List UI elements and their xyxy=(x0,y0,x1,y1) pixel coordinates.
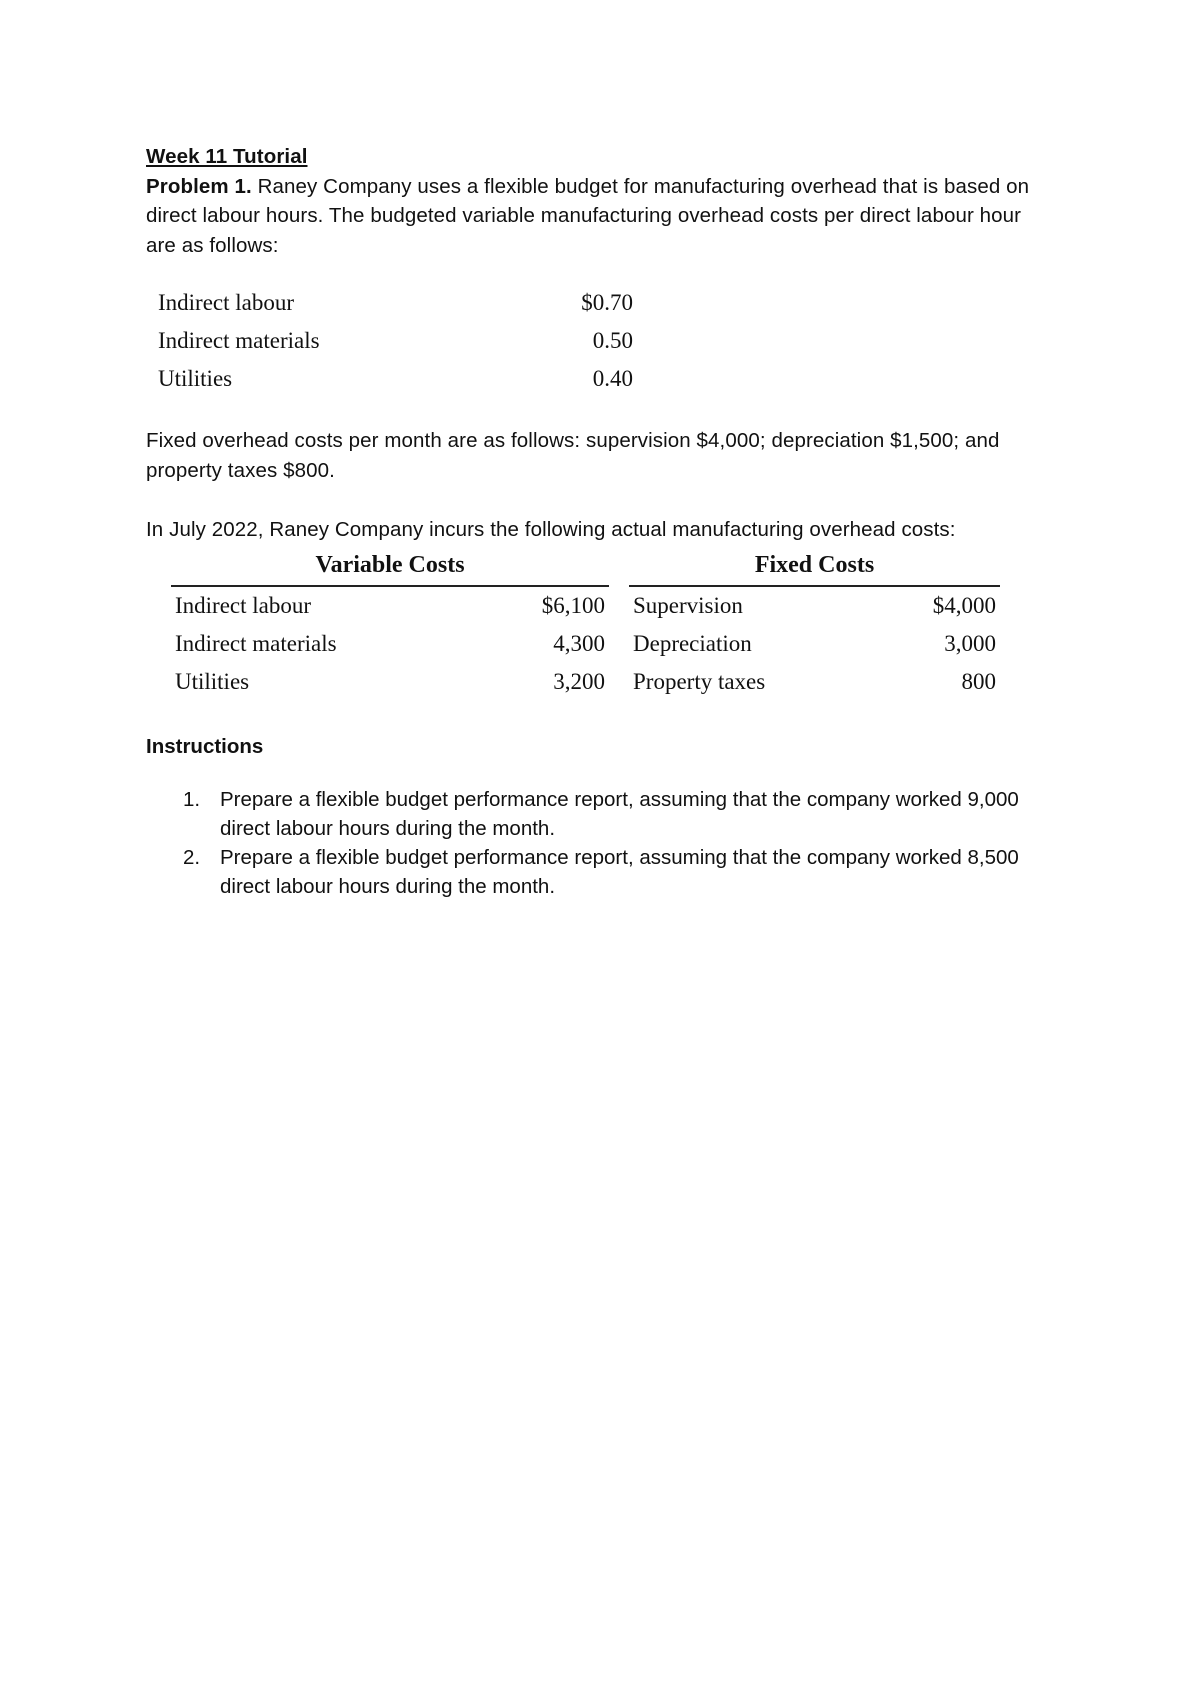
fixed-overhead-paragraph: Fixed overhead costs per month are as follows: supervision $4,000; depreciation $1,500; and property taxes $800. xyxy=(146,429,1000,482)
problem-paragraph xyxy=(146,172,1046,261)
table-row xyxy=(158,284,633,322)
problem-label: Problem 1. xyxy=(146,174,252,198)
cost-item: Property taxes xyxy=(633,668,766,694)
cost-item: Depreciation xyxy=(633,630,752,656)
budget-rates-table xyxy=(158,284,633,398)
cost-item: Supervision xyxy=(633,592,743,618)
cost-amount: $4,000 xyxy=(932,592,996,618)
rate-item: Indirect labour xyxy=(158,290,295,315)
rate-item: Utilities xyxy=(158,366,233,391)
cost-item: Indirect materials xyxy=(175,630,337,656)
list-item xyxy=(146,785,1046,843)
problem-intro: Raney Company uses a flexible budget for manufacturing overhead that is based on direct labour hours. The budgeted variable manufacturing overhead costs per direct labour hour are as follows: xyxy=(146,174,1030,257)
instructions-heading: Instructions xyxy=(146,734,264,758)
list-item-text: Prepare a flexible budget performance report, assuming that the company worked 9,000 direct labour hours during the month. xyxy=(220,787,1019,840)
list-item-number: 1. xyxy=(183,787,201,811)
list-item-number: 2. xyxy=(183,845,201,869)
table-row xyxy=(158,360,633,398)
document-title: Week 11 Tutorial xyxy=(146,145,308,168)
variable-costs-heading: Variable Costs xyxy=(171,547,609,587)
fixed-costs-group xyxy=(629,547,1000,701)
cost-amount: $6,100 xyxy=(541,592,605,618)
list-item-text: Prepare a flexible budget performance report, assuming that the company worked 8,500 direct labour hours during the month. xyxy=(220,845,1019,898)
cost-item: Indirect labour xyxy=(175,592,312,618)
cost-amount: 800 xyxy=(961,668,996,694)
table-row xyxy=(629,587,1000,625)
rate-value: 0.40 xyxy=(592,366,633,391)
rate-value: 0.50 xyxy=(592,328,633,353)
actual-costs-table xyxy=(171,547,1046,701)
table-row xyxy=(158,322,633,360)
table-row xyxy=(629,625,1000,663)
fixed-costs-heading: Fixed Costs xyxy=(629,547,1000,587)
variable-costs-group xyxy=(171,547,609,701)
list-item xyxy=(146,843,1046,901)
table-row xyxy=(629,663,1000,701)
actual-costs-paragraph: In July 2022, Raney Company incurs the following actual manufacturing overhead costs: xyxy=(146,518,956,541)
cost-amount: 3,200 xyxy=(553,668,605,694)
cost-amount: 3,000 xyxy=(944,630,996,656)
table-row xyxy=(171,663,609,701)
rate-value: $0.70 xyxy=(581,290,633,315)
instructions-list xyxy=(146,785,1046,901)
table-row xyxy=(171,625,609,663)
rate-item: Indirect materials xyxy=(158,328,320,353)
document-page xyxy=(146,142,1046,901)
table-row xyxy=(171,587,609,625)
cost-item: Utilities xyxy=(175,668,250,694)
cost-amount: 4,300 xyxy=(553,630,605,656)
